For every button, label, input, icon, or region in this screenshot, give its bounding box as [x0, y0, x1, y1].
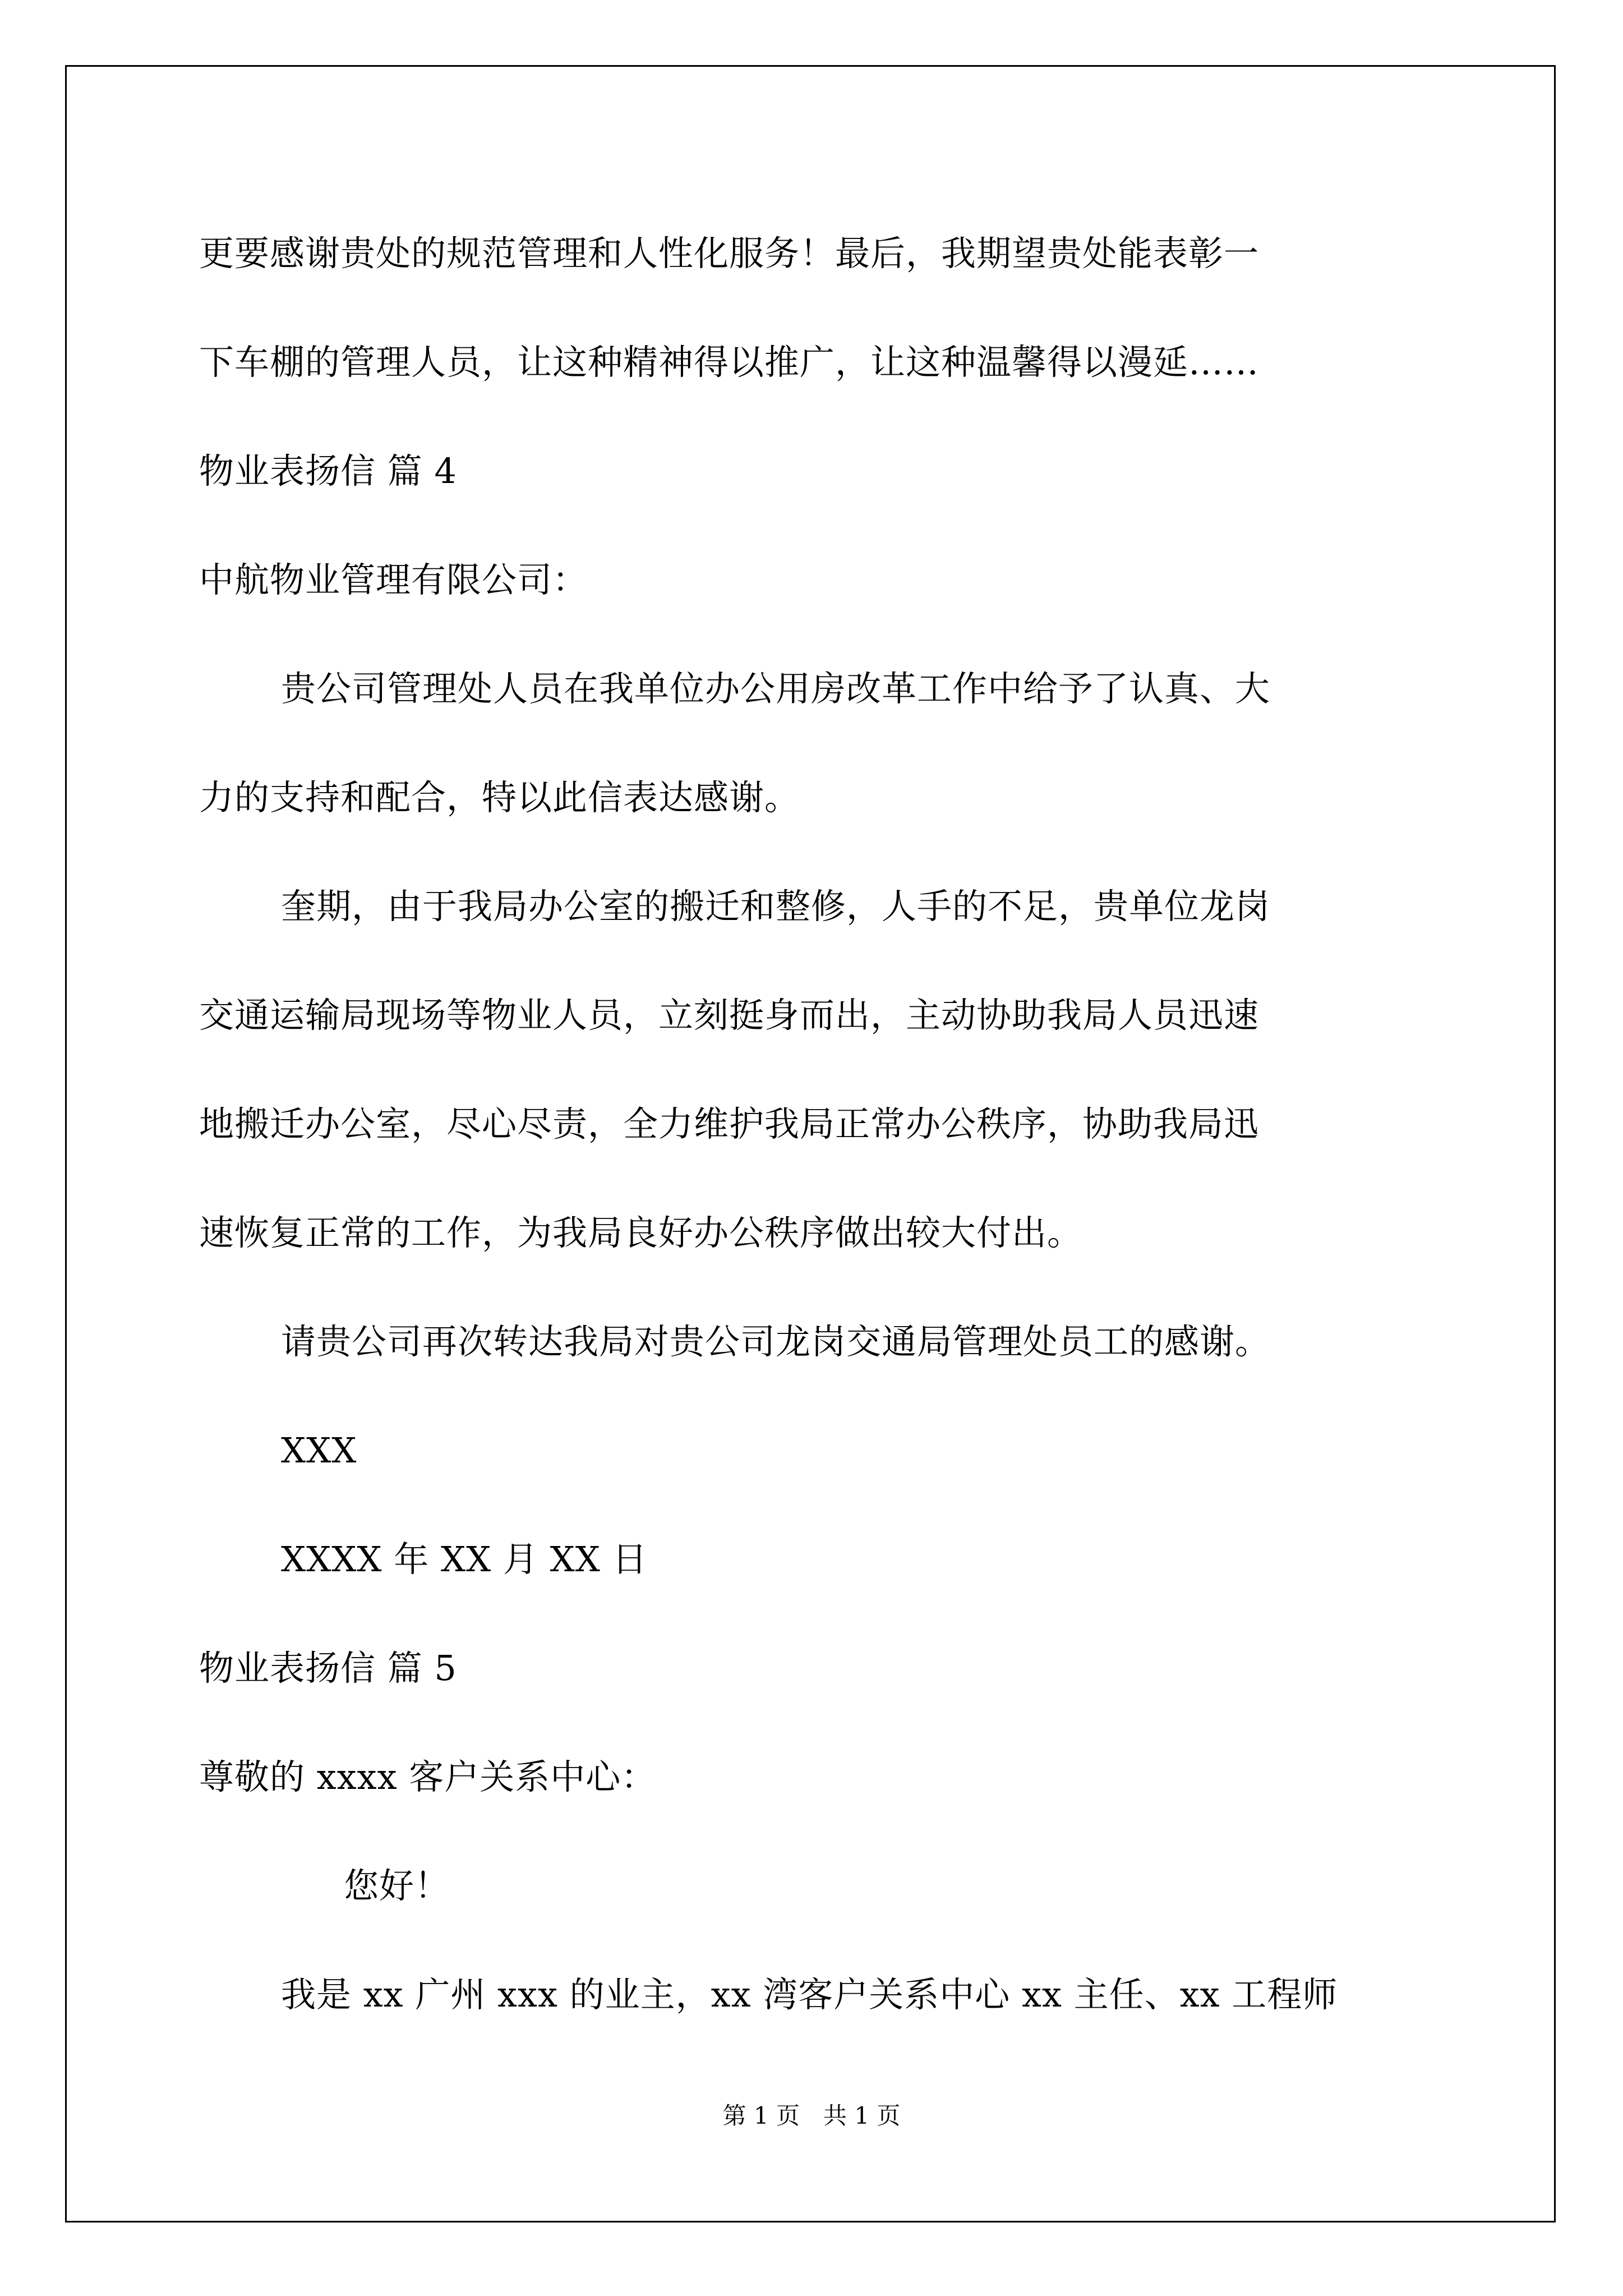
text-line: 交通运输局现场等物业人员，立刻挺身而出，主动协助我局人员迅速	[199, 995, 1260, 1036]
signature: XXX	[281, 1430, 357, 1471]
text-line: 更要感谢贵处的规范管理和人性化服务！最后，我期望贵处能表彰一	[199, 233, 1260, 274]
section-heading: 物业表扬信 篇 5	[199, 1648, 457, 1688]
text-line: 请贵公司再次转达我局对贵公司龙岗交通局管理处员工的感谢。	[281, 1321, 1271, 1362]
salutation: 中航物业管理有限公司：	[199, 559, 588, 600]
text-line: 贵公司管理处人员在我单位办公用房改革工作中给予了认真、大	[281, 668, 1271, 709]
text-line: 奎期，由于我局办公室的搬迁和整修，人手的不足，贵单位龙岗	[281, 886, 1271, 927]
text-line: 地搬迁办公室，尽心尽责，全力维护我局正常办公秩序，协助我局迅	[199, 1103, 1260, 1144]
date-line: XXXX 年 XX 月 XX 日	[281, 1539, 648, 1580]
salutation: 尊敬的 xxxx 客户关系中心：	[199, 1756, 657, 1797]
text-line: 我是 xx 广州 xxx 的业主，xx 湾客户关系中心 xx 主任、xx 工程师	[281, 1974, 1338, 2015]
document-body	[199, 199, 1428, 2049]
text-line: 下车棚的管理人员，让这种精神得以推广，让这种温馨得以漫延……	[199, 342, 1260, 383]
section-heading: 物业表扬信 篇 4	[199, 450, 457, 491]
page-footer: 第 1 页 共 1 页	[722, 2102, 901, 2129]
text-line: 速恢复正常的工作，为我局良好办公秩序做出较大付出。	[199, 1212, 1083, 1253]
greeting: 您好！	[344, 1865, 450, 1906]
text-line: 力的支持和配合，特以此信表达感谢。	[199, 777, 800, 818]
